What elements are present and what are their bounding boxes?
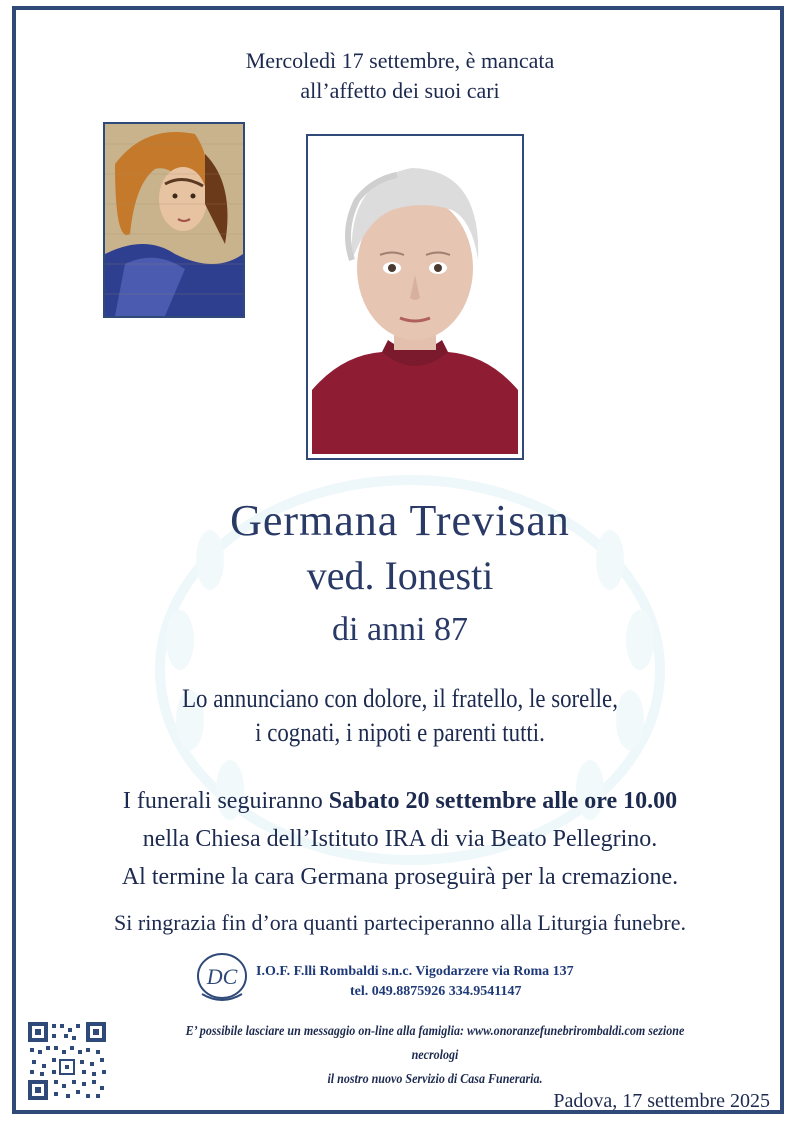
portrait-photo [312, 140, 518, 454]
announcement [48, 682, 752, 750]
funeral-line-1-prefix: I funerali seguiranno [122, 788, 329, 814]
message-line-1: E’ possibile lasciare un messaggio on-line alla famiglia: www.onoranzefunebrirombaldi.com sezione necrologi [185, 1024, 685, 1063]
funeral-line-2: nella Chiesa dell’Istituto IRA di via Beato Pellegrino. [142, 826, 658, 852]
online-message-note [173, 1020, 698, 1092]
intro-line-2: all’affetto dei suoi cari [300, 78, 500, 103]
funeral-details [0, 782, 800, 896]
portrait-photo-frame [306, 134, 524, 460]
intro-text [0, 46, 800, 106]
intro-line-1: Mercoledì 17 settembre, è mancata [245, 48, 555, 73]
announcement-line-2: i cognati, i nipoti e parenti tutti. [255, 718, 545, 747]
widow-of: ved. Ionesti [306, 553, 494, 598]
funeral-line-3: Al termine la cara Germana proseguirà per la cremazione. [121, 864, 679, 890]
logo-text: DC [206, 964, 238, 989]
thanks-text: Si ringrazia fin d’ora quanti parteciperanno alla Liturgia funebre. [114, 910, 686, 935]
funeral-home-info [256, 962, 574, 1002]
qr-code[interactable] [26, 1020, 108, 1102]
message-line-2: il nostro nuovo Servizio di Casa Funeraria. [327, 1072, 543, 1087]
company-phone: tel. 049.8875926 334.9541147 [350, 984, 522, 999]
madonna-mosaic-image [103, 122, 245, 318]
funeral-date-time: Sabato 20 settembre alle ore 10.00 [328, 788, 678, 814]
place-date: Padova, 17 settembre 2025 [553, 1090, 770, 1112]
company-line-1: I.O.F. F.lli Rombaldi s.n.c. Vigodarzere via Roma 137 [256, 964, 574, 979]
funeral-line-1 [0, 782, 800, 820]
funeral-home-logo [192, 950, 252, 1006]
deceased-age: di anni 87 [332, 611, 468, 648]
deceased-name: Germana Trevisan [230, 496, 570, 545]
announcement-line-1: Lo annunciano con dolore, il fratello, le sorelle, [182, 684, 618, 713]
